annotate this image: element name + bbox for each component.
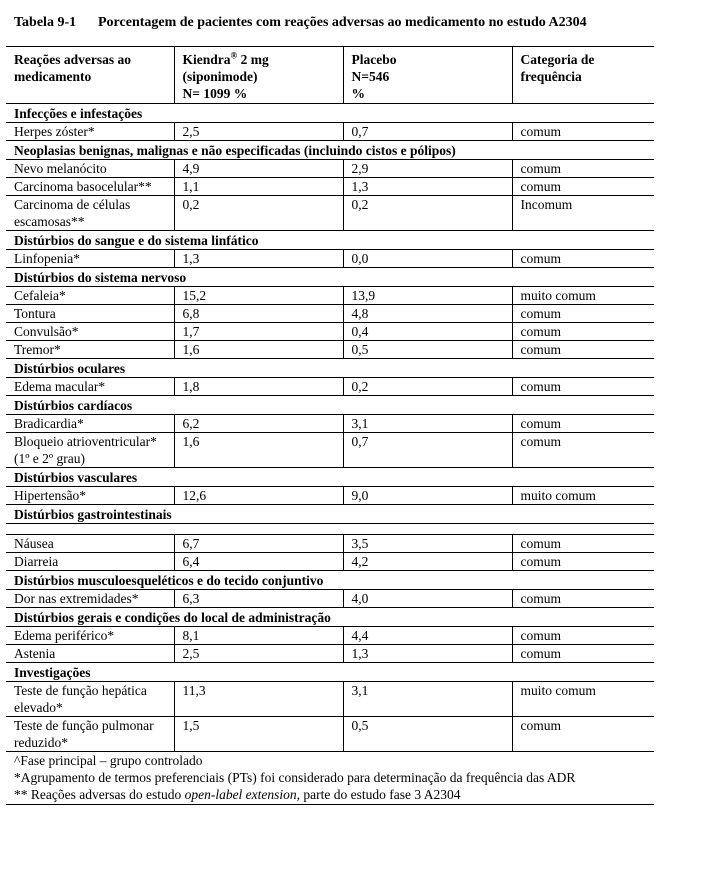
table-row bbox=[6, 287, 654, 305]
table-caption bbox=[14, 14, 703, 32]
cell-reaction: Teste de função hepática elevado* bbox=[14, 683, 147, 715]
section-title: Infecções e infestações bbox=[14, 106, 143, 121]
cell-drug-percent: 1,6 bbox=[174, 341, 343, 359]
cell-placebo-percent: 0,4 bbox=[343, 323, 512, 341]
cell-frequency-category: comum bbox=[512, 323, 654, 341]
section-title: Investigações bbox=[14, 665, 91, 680]
cell-frequency-category: comum bbox=[512, 433, 654, 468]
cell-placebo-percent: 4,0 bbox=[343, 590, 512, 608]
cell-placebo-percent: 2,9 bbox=[343, 160, 512, 178]
cell-frequency-category: comum bbox=[512, 627, 654, 645]
table-row bbox=[6, 341, 654, 359]
cell-frequency-category: comum bbox=[512, 378, 654, 396]
cell-frequency-category: comum bbox=[512, 123, 654, 141]
cell-reaction: Carcinoma basocelular** bbox=[14, 179, 152, 194]
section-title: Distúrbios do sistema nervoso bbox=[14, 270, 187, 285]
section-header-row bbox=[6, 608, 654, 627]
cell-drug-percent: 1,8 bbox=[174, 378, 343, 396]
cell-drug-percent: 1,1 bbox=[174, 178, 343, 196]
table-header-row bbox=[6, 47, 654, 104]
cell-placebo-percent: 0,5 bbox=[343, 717, 512, 752]
table-row bbox=[6, 415, 654, 433]
cell-reaction: Astenia bbox=[14, 646, 56, 661]
cell-placebo-percent: 0,5 bbox=[343, 341, 512, 359]
cell-placebo-percent: 3,1 bbox=[343, 415, 512, 433]
table-row bbox=[6, 196, 654, 231]
section-header-row bbox=[6, 231, 654, 250]
cell-placebo-percent: 4,4 bbox=[343, 627, 512, 645]
cell-frequency-category: comum bbox=[512, 341, 654, 359]
cell-frequency-category: muito comum bbox=[512, 287, 654, 305]
cell-reaction: Tontura bbox=[14, 306, 56, 321]
section-header-row bbox=[6, 663, 654, 682]
cell-drug-percent: 0,2 bbox=[174, 196, 343, 231]
table-row bbox=[6, 535, 654, 553]
cell-placebo-percent: 0,7 bbox=[343, 433, 512, 468]
cell-placebo-percent: 1,3 bbox=[343, 178, 512, 196]
cell-drug-percent: 2,5 bbox=[174, 645, 343, 663]
footnote-3: ** Reações adversas do estudo open-label extension, parte do estudo fase 3 A2304 bbox=[14, 787, 461, 802]
cell-reaction: Teste de função pulmonar reduzido* bbox=[14, 718, 154, 750]
cell-reaction: Bloqueio atrioventricular*(1º e 2º grau) bbox=[14, 434, 157, 466]
table-row bbox=[6, 178, 654, 196]
spacer-row bbox=[6, 524, 654, 535]
cell-drug-percent: 6,8 bbox=[174, 305, 343, 323]
cell-drug-percent: 1,6 bbox=[174, 433, 343, 468]
cell-frequency-category: comum bbox=[512, 590, 654, 608]
cell-frequency-category: muito comum bbox=[512, 682, 654, 717]
cell-reaction: Nevo melanócito bbox=[14, 161, 107, 176]
table-row bbox=[6, 553, 654, 571]
cell-reaction: Herpes zóster* bbox=[14, 124, 95, 139]
cell-placebo-percent: 9,0 bbox=[343, 487, 512, 505]
cell-placebo-percent: 3,5 bbox=[343, 535, 512, 553]
adverse-reactions-table bbox=[6, 46, 654, 752]
table-row bbox=[6, 487, 654, 505]
cell-reaction: Tremor* bbox=[14, 342, 61, 357]
table-title: Porcentagem de pacientes com reações adversas ao medicamento no estudo A2304 bbox=[98, 15, 587, 30]
cell-frequency-category: muito comum bbox=[512, 487, 654, 505]
section-header-row bbox=[6, 396, 654, 415]
section-header-row bbox=[6, 571, 654, 590]
section-title: Distúrbios oculares bbox=[14, 361, 126, 376]
cell-drug-percent: 6,4 bbox=[174, 553, 343, 571]
cell-frequency-category: comum bbox=[512, 178, 654, 196]
cell-frequency-category: comum bbox=[512, 717, 654, 752]
table-row bbox=[6, 323, 654, 341]
section-title: Distúrbios gerais e condições do local de administração bbox=[14, 610, 331, 625]
section-header-row bbox=[6, 268, 654, 287]
table-row bbox=[6, 645, 654, 663]
section-title: Distúrbios do sangue e do sistema linfático bbox=[14, 233, 259, 248]
section-title: Distúrbios vasculares bbox=[14, 470, 138, 485]
cell-frequency-category: Incomum bbox=[512, 196, 654, 231]
cell-reaction: Diarreia bbox=[14, 554, 59, 569]
cell-drug-percent: 6,2 bbox=[174, 415, 343, 433]
table-row bbox=[6, 590, 654, 608]
cell-drug-percent: 11,3 bbox=[174, 682, 343, 717]
section-header-row bbox=[6, 468, 654, 487]
cell-placebo-percent: 3,1 bbox=[343, 682, 512, 717]
bottom-rule bbox=[6, 804, 654, 805]
cell-reaction: Bradicardia* bbox=[14, 416, 84, 431]
cell-placebo-percent: 0,2 bbox=[343, 378, 512, 396]
cell-drug-percent: 1,3 bbox=[174, 250, 343, 268]
cell-frequency-category: comum bbox=[512, 415, 654, 433]
footnote-1: ^Fase principal – grupo controlado bbox=[14, 753, 203, 768]
table-row bbox=[6, 160, 654, 178]
table-row bbox=[6, 717, 654, 752]
header-category: Categoria de frequência bbox=[512, 47, 654, 104]
section-header-row bbox=[6, 505, 654, 524]
table-body bbox=[6, 104, 654, 752]
cell-frequency-category: comum bbox=[512, 250, 654, 268]
cell-drug-percent: 6,7 bbox=[174, 535, 343, 553]
cell-drug-percent: 12,6 bbox=[174, 487, 343, 505]
table-row bbox=[6, 433, 654, 468]
cell-frequency-category: comum bbox=[512, 645, 654, 663]
cell-reaction: Convulsão* bbox=[14, 324, 79, 339]
table-number: Tabela 9-1 bbox=[14, 15, 77, 30]
cell-reaction: Edema macular* bbox=[14, 379, 106, 394]
cell-drug-percent: 6,3 bbox=[174, 590, 343, 608]
section-header-row bbox=[6, 359, 654, 378]
cell-reaction: Edema periférico* bbox=[14, 628, 115, 643]
header-reaction: Reações adversas ao medicamento bbox=[14, 52, 131, 84]
cell-reaction: Linfopenia* bbox=[14, 251, 80, 266]
table-row bbox=[6, 123, 654, 141]
cell-placebo-percent: 13,9 bbox=[343, 287, 512, 305]
cell-reaction: Carcinoma de células escamosas** bbox=[14, 197, 131, 229]
cell-drug-percent: 4,9 bbox=[174, 160, 343, 178]
cell-frequency-category: comum bbox=[512, 553, 654, 571]
cell-frequency-category: comum bbox=[512, 305, 654, 323]
section-title: Neoplasias benignas, malignas e não especificadas (incluindo cistos e pólipos) bbox=[14, 143, 456, 158]
cell-placebo-percent: 0,7 bbox=[343, 123, 512, 141]
section-title: Distúrbios cardíacos bbox=[14, 398, 133, 413]
header-drug: Kiendra® 2 mg (siponimode) N= 1099 % bbox=[174, 47, 343, 104]
cell-frequency-category: comum bbox=[512, 535, 654, 553]
cell-placebo-percent: 4,8 bbox=[343, 305, 512, 323]
header-placebo: Placebo N=546 % bbox=[343, 47, 512, 104]
table-row bbox=[6, 250, 654, 268]
footnotes bbox=[6, 752, 654, 803]
spacer-cell bbox=[6, 524, 654, 535]
cell-frequency-category: comum bbox=[512, 160, 654, 178]
cell-drug-percent: 2,5 bbox=[174, 123, 343, 141]
section-header-row bbox=[6, 141, 654, 160]
cell-placebo-percent: 0,0 bbox=[343, 250, 512, 268]
table-row bbox=[6, 305, 654, 323]
cell-reaction: Náusea bbox=[14, 536, 54, 551]
section-title: Distúrbios musculoesqueléticos e do tecido conjuntivo bbox=[14, 573, 324, 588]
cell-placebo-percent: 1,3 bbox=[343, 645, 512, 663]
cell-reaction: Hipertensão* bbox=[14, 488, 86, 503]
cell-drug-percent: 8,1 bbox=[174, 627, 343, 645]
section-header-row bbox=[6, 104, 654, 123]
footnote-2: *Agrupamento de termos preferenciais (PTs) foi considerado para determinação da frequência das ADR bbox=[14, 770, 576, 785]
table-row bbox=[6, 378, 654, 396]
cell-drug-percent: 1,7 bbox=[174, 323, 343, 341]
table-row bbox=[6, 627, 654, 645]
cell-drug-percent: 1,5 bbox=[174, 717, 343, 752]
cell-placebo-percent: 4,2 bbox=[343, 553, 512, 571]
cell-reaction: Cefaleia* bbox=[14, 288, 66, 303]
cell-reaction: Dor nas extremidades* bbox=[14, 591, 139, 606]
cell-drug-percent: 15,2 bbox=[174, 287, 343, 305]
cell-placebo-percent: 0,2 bbox=[343, 196, 512, 231]
section-title: Distúrbios gastrointestinais bbox=[14, 507, 172, 522]
table-row bbox=[6, 682, 654, 717]
